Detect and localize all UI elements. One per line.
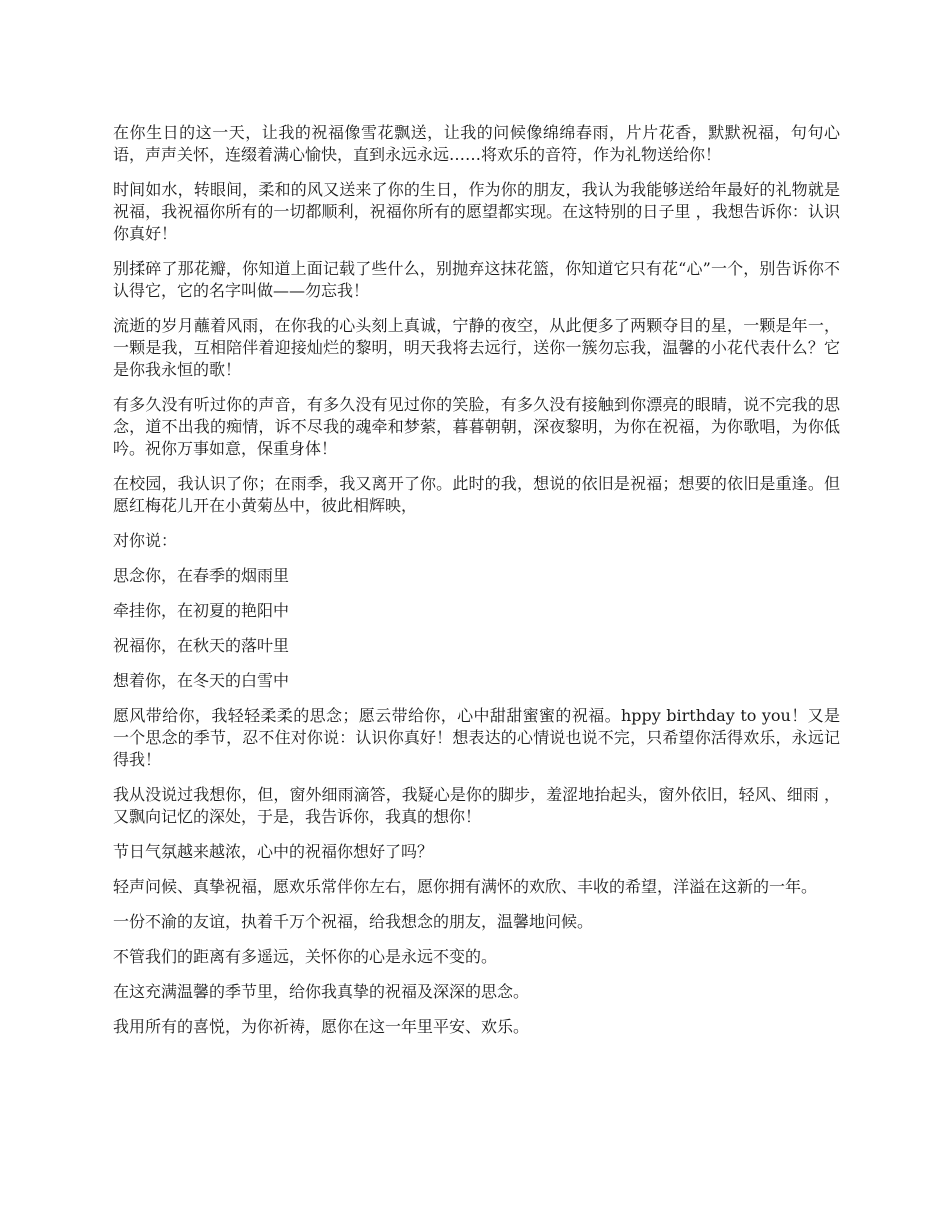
paragraph: 我从没说过我想你，但，窗外细雨滴答，我疑心是你的脚步，羞涩地抬起头，窗外依旧，轻风、细雨 ，又飘向记忆的深处，于是，我告诉你，我真的想你！ xyxy=(113,785,840,826)
poem-line: 祝福你，在秋天的落叶里 xyxy=(113,636,290,655)
paragraph: 轻声问候、真挚祝福，愿欢乐常伴你左右，愿你拥有满怀的欢欣、丰收的希望，洋溢在这新的一年。 xyxy=(113,877,818,896)
paragraph: 节日气氛越来越浓，心中的祝福你想好了吗？ xyxy=(113,842,434,861)
paragraph: 流逝的岁月蘸着风雨，在你我的心头刻上真诚，宁静的夜空，从此便多了两颗夺目的星，一颗是年一，一颗是我，互相陪伴着迎接灿烂的黎明，明天我将去远行，送你一簇勿忘我，温馨的小花代表什么？它是你我永恒的歌！ xyxy=(113,316,840,379)
paragraph: 不管我们的距离有多遥远，关怀你的心是永远不变的。 xyxy=(113,947,498,966)
document-page xyxy=(113,122,840,1051)
paragraph: 在这充满温馨的季节里，给你我真挚的祝福及深深的思念。 xyxy=(113,982,530,1001)
paragraph: 时间如水，转眼间，柔和的风又送来了你的生日，作为你的朋友，我认为我能够送给年最好的礼物就是祝福，我祝福你所有的一切都顺利，祝福你所有的愿望都实现。在这特别的日子里 ，我想告诉你：认识你真好！ xyxy=(113,180,840,243)
paragraph: 我用所有的喜悦，为你祈祷，愿你在这一年里平安、欢乐。 xyxy=(113,1017,530,1036)
paragraph: 愿风带给你，我轻轻柔柔的思念；愿云带给你，心中甜甜蜜蜜的祝福。hppy birthday to you！又是一个思念的季节，忍不住对你说：认识你真好！想表达的心情说也说不完，只希望你活得欢乐，永远记得我！ xyxy=(113,706,840,769)
paragraph: 对你说： xyxy=(113,531,178,550)
paragraph: 一份不渝的友谊，执着千万个祝福，给我想念的朋友，温馨地问候。 xyxy=(113,912,594,931)
poem-line: 思念你，在春季的烟雨里 xyxy=(113,566,290,585)
poem-line: 想着你，在冬天的白雪中 xyxy=(113,671,290,690)
paragraph: 有多久没有听过你的声音，有多久没有见过你的笑脸，有多久没有接触到你漂亮的眼睛，说不完我的思念，道不出我的痴情，诉不尽我的魂牵和梦萦，暮暮朝朝，深夜黎明，为你在祝福，为你歌唱，为你低吟。祝你万事如意，保重身体！ xyxy=(113,395,840,458)
poem-line: 牵挂你，在初夏的艳阳中 xyxy=(113,601,290,620)
paragraph: 在你生日的这一天，让我的祝福像雪花飘送，让我的问候像绵绵春雨，片片花香，默默祝福，句句心语，声声关怀，连缀着满心愉快，直到永远永远……将欢乐的音符，作为礼物送给你！ xyxy=(113,123,840,164)
paragraph: 别揉碎了那花瓣，你知道上面记载了些什么，别抛弃这抹花篮，你知道它只有花“心”一个，别告诉你不认得它，它的名字叫做——勿忘我！ xyxy=(113,259,840,300)
paragraph: 在校园，我认识了你；在雨季，我又离开了你。此时的我，想说的依旧是祝福；想要的依旧是重逢。但愿红梅花儿开在小黄菊丛中，彼此相辉映， xyxy=(113,474,840,515)
